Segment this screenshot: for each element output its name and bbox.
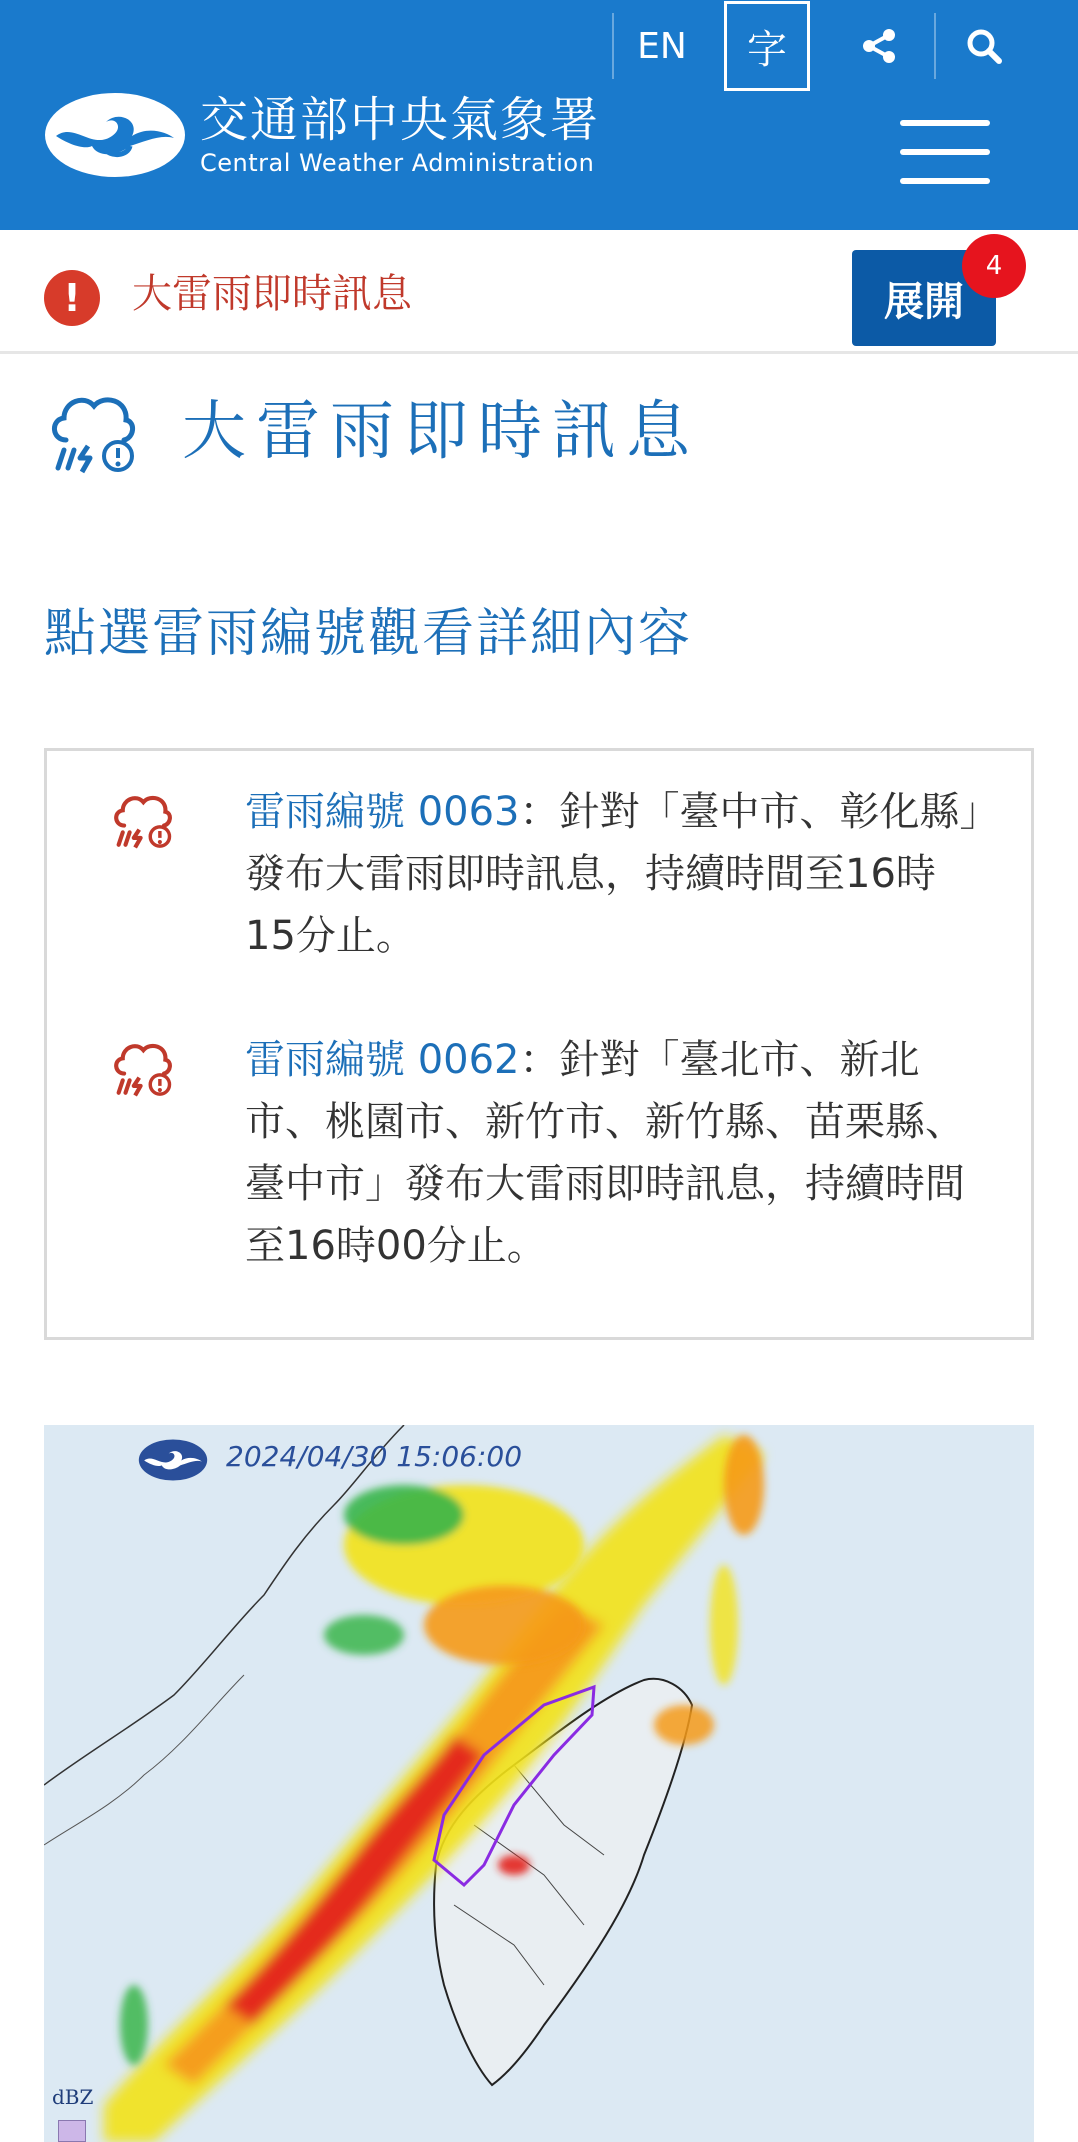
notification-badge: 4 bbox=[962, 234, 1026, 298]
search-icon bbox=[966, 28, 1002, 64]
hamburger-icon bbox=[900, 120, 990, 126]
share-icon bbox=[861, 28, 897, 64]
radar-unit-label: dBZ bbox=[52, 2085, 94, 2109]
hamburger-icon bbox=[900, 149, 990, 155]
share-button[interactable] bbox=[824, 0, 934, 92]
alert-text[interactable]: 大雷雨即時訊息 bbox=[132, 271, 412, 317]
coastline bbox=[44, 1675, 244, 1845]
brand-name-en: Central Weather Administration bbox=[200, 149, 595, 177]
warning-text bbox=[245, 781, 985, 967]
radar-image[interactable] bbox=[44, 1425, 1034, 2142]
site-header bbox=[0, 0, 1078, 230]
thunderstorm-alert-icon bbox=[44, 384, 140, 480]
radar-cwa-logo bbox=[138, 1439, 208, 1481]
thunderstorm-alert-icon bbox=[109, 1035, 175, 1101]
coastline bbox=[44, 1425, 404, 1785]
warning-list bbox=[44, 748, 1034, 1340]
instruction-subtitle: 點選雷雨編號觀看詳細內容 bbox=[44, 604, 693, 664]
storm-link-0062[interactable]: 雷雨編號 0062 bbox=[245, 1037, 520, 1083]
warning-description: ：針對「臺中市、彰化縣」發布大雷雨即時訊息，持續時間至16時15分止。 bbox=[245, 789, 980, 959]
warning-description: ：針對「臺北市、新北市、桃園市、新竹市、新竹縣、苗栗縣、臺中市」發布大雷雨即時訊息，持續時間至16時00分止。 bbox=[245, 1037, 965, 1269]
top-toolbar bbox=[612, 0, 1078, 92]
search-button[interactable] bbox=[936, 0, 1032, 92]
font-size-button[interactable]: 字 bbox=[724, 1, 810, 91]
menu-button[interactable] bbox=[900, 116, 990, 188]
brand-name-zh: 交通部中央氣象署 bbox=[200, 92, 601, 148]
expand-button[interactable]: 展開 bbox=[852, 250, 996, 346]
radar-map bbox=[44, 1425, 1034, 2142]
alert-bar bbox=[0, 230, 1078, 354]
thunderstorm-alert-icon bbox=[109, 787, 175, 853]
storm-link-0063[interactable]: 雷雨編號 0063 bbox=[245, 789, 520, 835]
hamburger-icon bbox=[900, 178, 990, 184]
page-heading bbox=[44, 382, 700, 482]
radar-legend-swatch bbox=[58, 2120, 86, 2142]
radar-timestamp: 2024/04/30 15:06:00 bbox=[226, 1440, 523, 1473]
warning-text bbox=[245, 1029, 985, 1277]
cwa-logo[interactable] bbox=[44, 92, 186, 178]
page-title: 大雷雨即時訊息 bbox=[182, 395, 700, 469]
exclamation-icon: ! bbox=[44, 270, 100, 326]
language-button[interactable]: EN bbox=[637, 25, 687, 67]
